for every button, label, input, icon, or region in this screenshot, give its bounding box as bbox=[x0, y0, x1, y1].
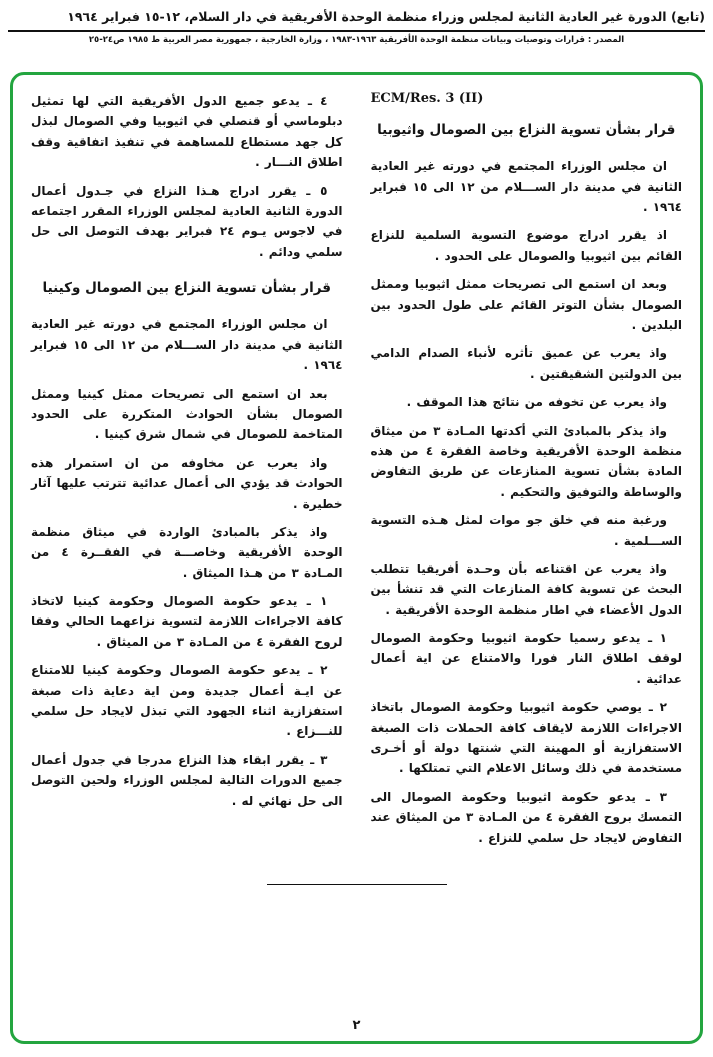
resolution-paragraph: اذ يقرر ادراج موضوع التسوية السلمية للنزاع القائم بين اثيوبيا والصومال على الحدود . bbox=[370, 228, 682, 263]
resolution-paragraph: ورغبة منه في خلق جو موات لمثل هـذه التسوية الســـلمية . bbox=[370, 513, 682, 548]
resolution-reference: ECM/Res. 3 (II) bbox=[370, 91, 484, 106]
resolution-clause-1: ١ ـ يدعو رسميا حكومة اثيوبيا وحكومة الصومال لوقف اطلاق النار فورا والامتناع عن اية أعمال عدائية . bbox=[370, 631, 682, 686]
text-columns bbox=[31, 91, 682, 856]
resolution-ethiopia-title: قرار بشأن تسوية النزاع بين الصومال واثيوبيا bbox=[377, 122, 676, 138]
end-divider bbox=[267, 884, 447, 885]
resolution-paragraph: واذ يعرب عن اقتناعه بأن وحـدة أفريقيا تتطلب البحث عن تسوية كافة المنازعات التي قد تنشأ بين الدول الأعضاء في اطار منظمة الوحدة الأفريقية . bbox=[370, 561, 682, 617]
column-left bbox=[31, 91, 343, 819]
resolution-clause-4: ٤ ـ يدعو جميع الدول الأفريقية التي لها تمثيل دبلوماسي أو قنصلي في اثيوبيا وفي الصومال لبذل كل جهد مستطاع للمساهمة في تنفيذ اتفاقية وقف اطلاق النـــار . bbox=[31, 94, 343, 170]
content-frame bbox=[10, 72, 703, 1044]
resolution-paragraph: واذ يذكر بالمبادئ التي أكدتها المـادة ٣ من ميثاق منظمة الوحدة الأفريقية وخاصة الفقرة ٤ من هذه المادة بشأن تسوية المنازعات عن طريق التفاوض والوساطة والتوفيق والتحكيم . bbox=[370, 423, 683, 499]
resolution-paragraph: وبعد ان استمع الى تصريحات ممثل اثيوبيا وممثل الصومال بشأن التوتر القائم على طول الحدود بين البلدين . bbox=[370, 277, 682, 332]
resolution-paragraph: ان مجلس الوزراء المجتمع في دورته غير العادية الثانية في مدينة دار الســـلام من ١٢ الى ١٥ فبراير ١٩٦٤ . bbox=[370, 159, 683, 215]
resolution-paragraph: بعد ان استمع الى تصريحات ممثل كينيا وممثل الصومال بشأن الحوادث المتكررة على الحدود المتاخمة للصومال في شمال شرق كينيا . bbox=[31, 386, 343, 442]
resolution-paragraph: واذ يعرب عن تخوفه من نتائج هذا الموقف . bbox=[406, 395, 667, 410]
page-number: ٢ bbox=[352, 1018, 361, 1033]
header-title: (تابع) الدورة غير العادية الثانية لمجلس وزراء منظمة الوحدة الأفريقية في دار السلام، ١٢-١٥ فبراير ١٩٦٤ bbox=[67, 9, 705, 24]
resolution-paragraph: واذ يعرب عن عميق تأثره لأنباء الصدام الدامي بين الدولتين الشقيقتين . bbox=[370, 346, 682, 381]
header-source: المصدر : قرارات وتوصيات وبيانات منظمة الوحدة الأفريقية ١٩٦٣-١٩٨٣ ، وزارة الخارجية ، جمهورية مصر العربية ط ١٩٨٥ ص٢٤-٢٥ bbox=[88, 35, 625, 46]
resolution-clause-3: ٣ ـ يدعو حكومة اثيوبيا وحكومة الصومال الى التمسك بروح الفقرة ٤ من المـادة ٣ من الميثاق عند التفاوض لايجاد حل سلمي للنزاع . bbox=[370, 789, 683, 845]
resolution-clause-1: ١ ـ يدعو حكومة الصومال وحكومة كينيا لاتخاذ كافة الاجراءات اللازمة لتسوية نزاعهما الحالي وفقا لروح الفقرة ٤ من المـادة ٣ من الميثاق . bbox=[31, 594, 343, 649]
header-divider bbox=[8, 30, 705, 32]
page-header bbox=[0, 0, 713, 45]
resolution-paragraph: واذ يذكر بالمبادئ الواردة في ميثاق منظمة الوحدة الأفريقية وخاصـــة في الفقــرة ٤ من المـادة ٣ من هـذا الميثاق . bbox=[31, 524, 343, 580]
column-right bbox=[371, 91, 683, 856]
resolution-paragraph: ان مجلس الوزراء المجتمع في دورته غير العادية الثانية في مدينة دار الســـلام من ١٢ الى ١٥ فبراير ١٩٦٤ . bbox=[31, 317, 343, 373]
resolution-clause-3: ٣ ـ يقرر ابقاء هذا النزاع مدرجا في جدول أعمال جميع الدورات التالية لمجلس الوزراء ولحين التوصل الى حل نهائي له . bbox=[31, 752, 343, 808]
resolution-kenya-title: قرار بشأن تسوية النزاع بين الصومال وكينيا bbox=[42, 280, 331, 297]
resolution-clause-2: ٢ ـ يوصي حكومة اثيوبيا وحكومة الصومال باتخاذ الاجراءات اللازمة لايقاف كافة الحملات ذات الصبغة الاستفزازية أو المهينة التي شنتها دولة أو أخـرى مستخدمة في ذلك وسائل الاعلام التي تمتلكها . bbox=[370, 700, 682, 776]
resolution-clause-2: ٢ ـ يدعو حكومة الصومال وحكومة كينيا للامتناع عن ايـة أعمال جديدة ومن اية دعاية ذات صبغة استفزازية اثناء الجهود التي تبذل لايجاد حل سلمي للنـــزاع . bbox=[31, 663, 343, 739]
resolution-clause-5: ٥ ـ يقرر ادراج هـذا النزاع في جـدول أعمال الدورة الثانية العادية لمجلس الوزراء المقرر اجتماعه في لاجوس يـوم ٢٤ فبراير بهدف التوصل الى حل سلمي ودائم . bbox=[31, 183, 343, 259]
resolution-paragraph: واذ يعرب عن مخاوفه من ان استمرار هذه الحوادث قد يؤدي الى أعمال عدائية تترتب عليها آثار خطيرة . bbox=[31, 455, 343, 511]
